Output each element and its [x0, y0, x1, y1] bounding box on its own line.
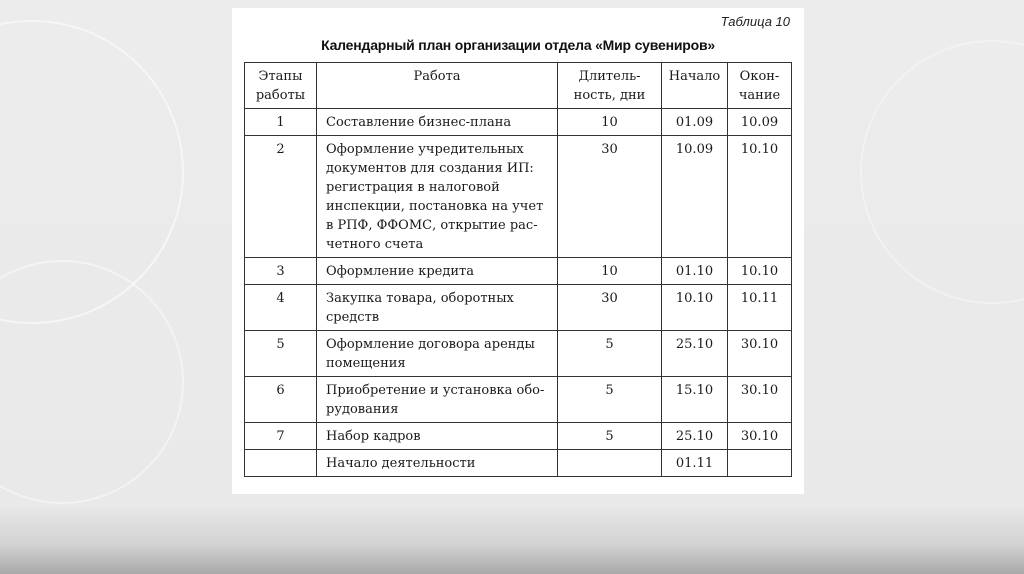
duration-cell: 10: [558, 258, 662, 285]
table-row: [245, 258, 792, 285]
start-cell: 25.10: [662, 423, 728, 450]
start-cell: 10.10: [662, 285, 728, 331]
header-start: Начало: [662, 63, 728, 109]
table-row: [245, 331, 792, 377]
stage-cell: 5: [245, 331, 317, 377]
work-cell: Начало деятельности: [317, 450, 558, 477]
duration-cell: [558, 450, 662, 477]
background-arc: [0, 260, 184, 504]
table-row: [245, 136, 792, 258]
table-row: [245, 285, 792, 331]
duration-cell: 10: [558, 109, 662, 136]
duration-cell: 30: [558, 136, 662, 258]
stage-cell: 4: [245, 285, 317, 331]
table-row: [245, 450, 792, 477]
stage-cell: 1: [245, 109, 317, 136]
end-cell: 10.10: [728, 136, 792, 258]
header-end: Окон- чание: [728, 63, 792, 109]
work-cell: Оформление договора аренды помещения: [317, 331, 558, 377]
end-cell: 10.10: [728, 258, 792, 285]
work-cell: Оформление кредита: [317, 258, 558, 285]
calendar-plan-table: [244, 62, 792, 477]
end-cell: 10.11: [728, 285, 792, 331]
start-cell: 01.09: [662, 109, 728, 136]
work-cell: Набор кадров: [317, 423, 558, 450]
table-title: Календарный план организации отдела «Мир сувениров»: [321, 37, 715, 53]
end-cell: 10.09: [728, 109, 792, 136]
start-cell: 01.11: [662, 450, 728, 477]
stage-cell: [245, 450, 317, 477]
header-duration: Длитель- ность, дни: [558, 63, 662, 109]
work-cell: Составление бизнес-плана: [317, 109, 558, 136]
end-cell: 30.10: [728, 331, 792, 377]
table-number: Таблица 10: [720, 14, 790, 29]
duration-cell: 5: [558, 377, 662, 423]
work-cell: Приобретение и установка обо- рудования: [317, 377, 558, 423]
duration-cell: 5: [558, 331, 662, 377]
stage-cell: 2: [245, 136, 317, 258]
start-cell: 01.10: [662, 258, 728, 285]
table-row: [245, 377, 792, 423]
work-cell: Оформление учредительных документов для создания ИП: регистрация в налоговой инспекции, постановка на учет в РПФ, ФФОМС, открытие рас- четного счета: [317, 136, 558, 258]
document-page: [232, 8, 804, 494]
header-stage: Этапы работы: [245, 63, 317, 109]
table-row: [245, 109, 792, 136]
end-cell: [728, 450, 792, 477]
background-arc: [860, 40, 1024, 304]
work-cell: Закупка товара, оборотных средств: [317, 285, 558, 331]
stage-cell: 6: [245, 377, 317, 423]
stage-cell: 7: [245, 423, 317, 450]
start-cell: 10.09: [662, 136, 728, 258]
end-cell: 30.10: [728, 377, 792, 423]
header-work: Работа: [317, 63, 558, 109]
start-cell: 25.10: [662, 331, 728, 377]
table-row: [245, 423, 792, 450]
stage-cell: 3: [245, 258, 317, 285]
start-cell: 15.10: [662, 377, 728, 423]
end-cell: 30.10: [728, 423, 792, 450]
duration-cell: 5: [558, 423, 662, 450]
duration-cell: 30: [558, 285, 662, 331]
table-header-row: [245, 63, 792, 109]
